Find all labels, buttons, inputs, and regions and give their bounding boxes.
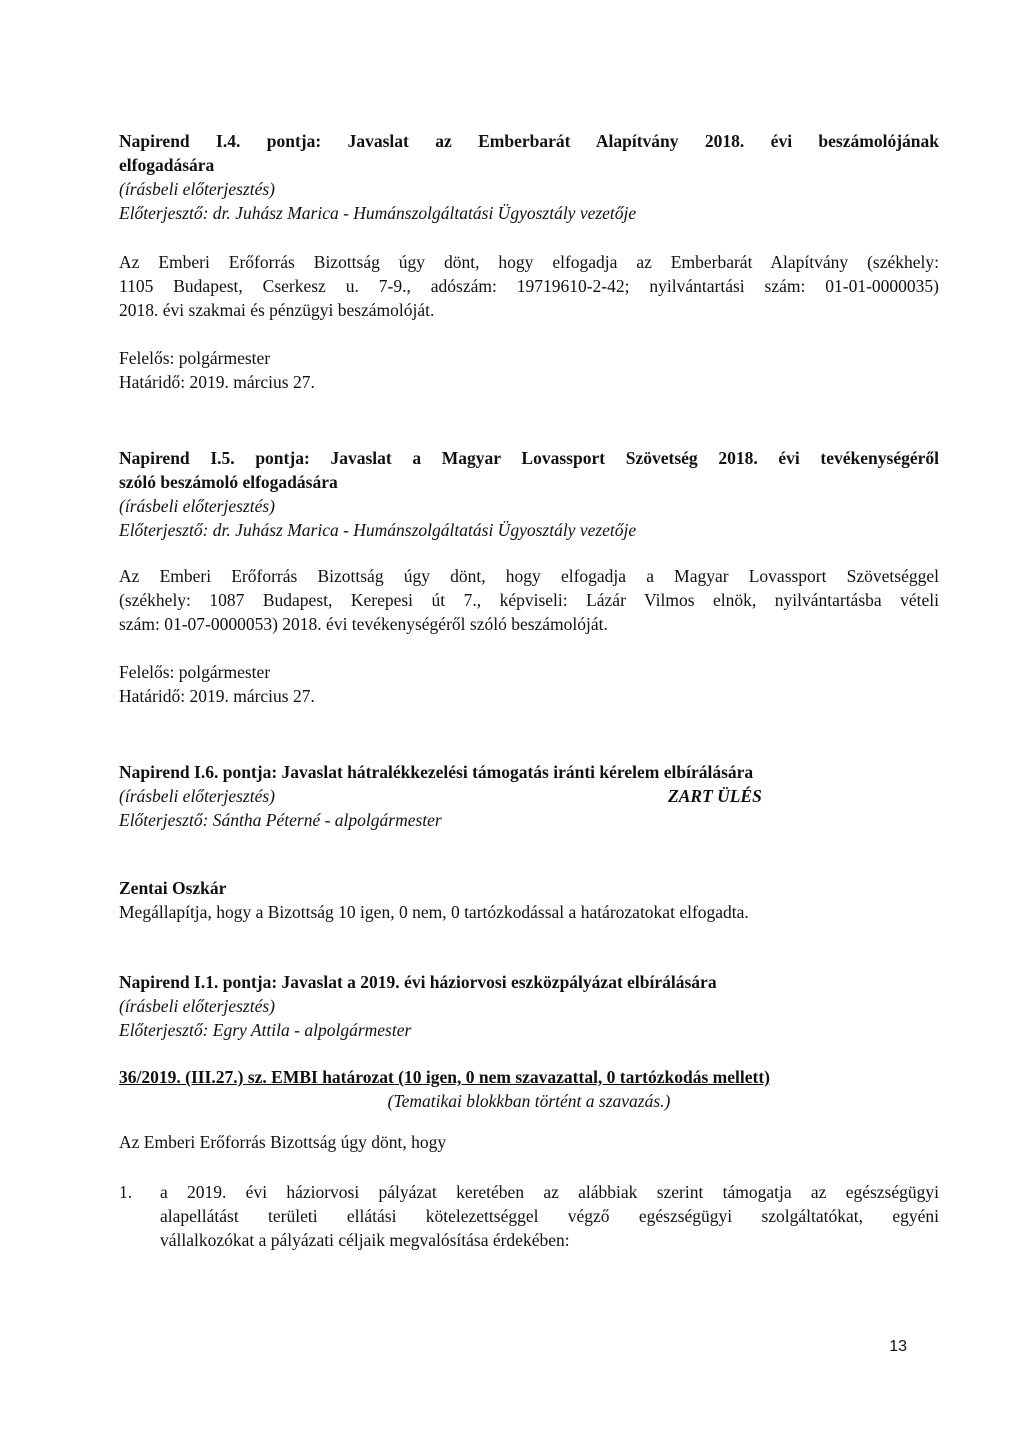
presenter: Előterjesztő: dr. Juhász Marica - Humánszolgáltatási Ügyosztály vezetője xyxy=(119,520,637,540)
list-item-line: a 2019. évi háziorvosi pályázat keretében az alábbiak szerint támogatja az egészségügyi xyxy=(160,1182,939,1202)
agenda-heading: Napirend I.1. pontja: Javaslat a 2019. évi háziorvosi eszközpályázat elbírálására xyxy=(119,972,717,992)
page-number: 13 xyxy=(889,1338,907,1355)
written-proposal-note: (írásbeli előterjesztés) xyxy=(119,996,276,1016)
list-item-line: vállalkozókat a pályázati céljaik megvalósítása érdekében: xyxy=(160,1230,570,1250)
agenda-item-1 xyxy=(119,970,939,1042)
decision-text xyxy=(119,564,939,636)
presenter: Előterjesztő: Sántha Péterné - alpolgármester xyxy=(119,810,442,830)
deadline: Határidő: 2019. március 27. xyxy=(119,686,315,706)
block-vote-note: (Tematikai blokkban történt a szavazás.) xyxy=(387,1091,671,1111)
responsibility xyxy=(119,346,939,394)
decision-line: 2018. évi szakmai és pénzügyi beszámolóját. xyxy=(119,300,435,320)
decision-text xyxy=(119,250,939,322)
chair-statement xyxy=(119,876,939,924)
statement-text: Megállapítja, hogy a Bizottság 10 igen, 0 nem, 0 tartózkodással a határozatokat elfogadta. xyxy=(119,902,749,922)
agenda-heading: Napirend I.6. pontja: Javaslat hátralékkezelési támogatás iránti kérelem elbírálására xyxy=(119,762,754,782)
presenter: Előterjesztő: dr. Juhász Marica - Humánszolgáltatási Ügyosztály vezetője xyxy=(119,203,637,223)
resolution-number: 36/2019. (III.27.) sz. EMBI határozat (10 igen, 0 nem szavazattal, 0 tartózkodás mellett) xyxy=(119,1067,770,1087)
presenter: Előterjesztő: Egry Attila - alpolgármester xyxy=(119,1020,412,1040)
agenda-item-4 xyxy=(119,129,939,225)
decision-line: (székhely: 1087 Budapest, Kerepesi út 7., képviseli: Lázár Vilmos elnök, nyilvántartásba vételi xyxy=(119,590,939,610)
written-proposal-note: (írásbeli előterjesztés) xyxy=(119,496,276,516)
agenda-heading: Napirend I.5. pontja: Javaslat a Magyar Lovassport Szövetség 2018. évi tevékenységéről xyxy=(119,448,939,468)
resolution-block xyxy=(119,1065,939,1113)
closed-session-label: ZART ÜLÉS xyxy=(668,786,762,806)
responsibility xyxy=(119,660,939,708)
list-item xyxy=(160,1180,939,1252)
decision-line: Az Emberi Erőforrás Bizottság úgy dönt, hogy elfogadja az Emberbarát Alapítvány (székhely: xyxy=(119,252,939,272)
decision-line: Az Emberi Erőforrás Bizottság úgy dönt, hogy elfogadja a Magyar Lovassport Szövetséggel xyxy=(119,566,939,586)
list-item-line: alapellátást területi ellátási kötelezettséggel végző egészségügyi szolgáltatókat, egyéni xyxy=(160,1206,939,1226)
list-number: 1. xyxy=(119,1182,133,1202)
responsible: Felelős: polgármester xyxy=(119,348,271,368)
agenda-item-6 xyxy=(119,760,939,832)
responsible: Felelős: polgármester xyxy=(119,662,271,682)
agenda-heading: Napirend I.4. pontja: Javaslat az Emberbarát Alapítvány 2018. évi beszámolójának xyxy=(119,131,939,151)
written-proposal-note: (írásbeli előterjesztés) xyxy=(119,179,276,199)
speaker-name: Zentai Oszkár xyxy=(119,878,227,898)
agenda-heading-cont: elfogadására xyxy=(119,155,215,175)
decision-intro xyxy=(119,1130,939,1154)
agenda-heading-cont: szóló beszámoló elfogadására xyxy=(119,472,338,492)
deadline: Határidő: 2019. március 27. xyxy=(119,372,315,392)
decision-line: szám: 01-07-0000053) 2018. évi tevékenységéről szóló beszámolóját. xyxy=(119,614,608,634)
note-row xyxy=(119,784,939,808)
decision-intro-text: Az Emberi Erőforrás Bizottság úgy dönt, hogy xyxy=(119,1132,447,1152)
agenda-item-5 xyxy=(119,446,939,542)
written-proposal-note: (írásbeli előterjesztés) xyxy=(119,786,276,806)
decision-line: 1105 Budapest, Cserkesz u. 7-9., adószám: 19719610-2-42; nyilvántartási szám: 01-01-0000035) xyxy=(119,276,939,296)
